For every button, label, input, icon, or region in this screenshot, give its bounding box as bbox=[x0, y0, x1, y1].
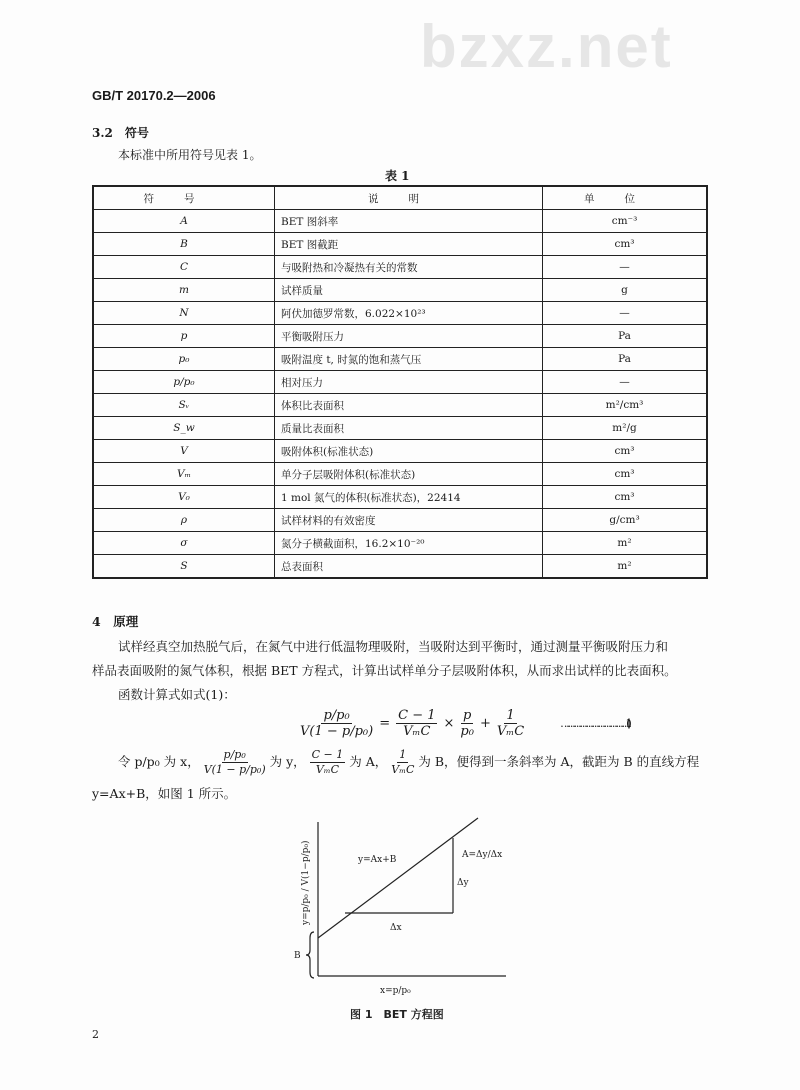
equation-number: ……………………………(1) bbox=[560, 717, 627, 730]
symbol-cell: V₀ bbox=[93, 486, 275, 509]
t: 为 A， bbox=[349, 754, 388, 769]
symbol-cell: C bbox=[93, 256, 275, 279]
intercept-label: B bbox=[294, 951, 301, 961]
f: + bbox=[479, 716, 491, 731]
unit-cell: — bbox=[543, 256, 708, 279]
watermark: bzxz.net bbox=[420, 13, 673, 80]
intro-text: 本标准中所用符号见表 1。 bbox=[118, 148, 262, 162]
description-cell: 阿伏加德罗常数，6.022×10²³ bbox=[275, 302, 543, 325]
unit-cell: cm³ bbox=[543, 463, 708, 486]
symbol-cell: A bbox=[93, 210, 275, 233]
standard-id: GB/T 20170.2—2006 bbox=[92, 88, 216, 103]
description-cell: 相对压力 bbox=[275, 371, 543, 394]
symbol-cell: B bbox=[93, 233, 275, 256]
col-header: 单位 bbox=[543, 186, 708, 210]
f: VₘC bbox=[403, 724, 431, 739]
table-caption: 表 1 bbox=[385, 169, 410, 183]
description-cell: 试样质量 bbox=[275, 279, 543, 302]
t: 令 p/p₀ 为 x， bbox=[118, 754, 200, 769]
symbol-cell: p bbox=[93, 325, 275, 348]
text-line: 函数计算式如式(1)： bbox=[118, 687, 236, 702]
description-cell: 试样材料的有效密度 bbox=[275, 509, 543, 532]
dy-label: Δy bbox=[457, 878, 469, 888]
unit-cell: — bbox=[543, 371, 708, 394]
unit-cell: cm³ bbox=[543, 486, 708, 509]
f: p bbox=[463, 708, 472, 723]
intercept-brace bbox=[306, 932, 314, 978]
unit-cell: cm³ bbox=[543, 233, 708, 256]
section-heading: 4 原理 bbox=[92, 614, 139, 629]
bet-line bbox=[318, 818, 478, 938]
slope-label: A=Δy/Δx bbox=[462, 850, 503, 860]
description-cell: 体积比表面积 bbox=[275, 394, 543, 417]
t: 为 B，便得到一条斜率为 A，截距为 B 的直线方程 bbox=[418, 754, 700, 769]
description-cell: 与吸附热和冷凝热有关的常数 bbox=[275, 256, 543, 279]
unit-cell: m² bbox=[543, 532, 708, 555]
description-cell: 总表面积 bbox=[275, 555, 543, 579]
description-cell: BET 图截距 bbox=[275, 233, 543, 256]
f: p/p₀ bbox=[223, 748, 246, 761]
symbol-cell: N bbox=[93, 302, 275, 325]
f: p/p₀ bbox=[323, 708, 350, 723]
symbol-cell: p₀ bbox=[93, 348, 275, 371]
unit-cell: g bbox=[543, 279, 708, 302]
line-label: y=Ax+B bbox=[358, 855, 397, 865]
symbol-cell: Sᵥ bbox=[93, 394, 275, 417]
symbol-cell: p/p₀ bbox=[93, 371, 275, 394]
unit-cell: Pa bbox=[543, 325, 708, 348]
f: × bbox=[443, 716, 455, 731]
unit-cell: m²/cm³ bbox=[543, 394, 708, 417]
symbol-cell: S_w bbox=[93, 417, 275, 440]
symbol-cell: V bbox=[93, 440, 275, 463]
unit-cell: — bbox=[543, 302, 708, 325]
figure-caption: 图 1 BET 方程图 bbox=[350, 1008, 444, 1021]
x-axis-label: x=p/p₀ bbox=[380, 986, 411, 996]
f: 1 bbox=[506, 708, 515, 723]
f: C − 1 bbox=[398, 708, 436, 723]
f: p₀ bbox=[460, 724, 474, 739]
symbol-cell: ρ bbox=[93, 509, 275, 532]
text-line: 样品表面吸附的氮气体积，根据 BET 方程式，计算出试样单分子层吸附体积，从而求出试样的比表面积。 bbox=[92, 663, 677, 678]
symbol-cell: S bbox=[93, 555, 275, 579]
description-cell: 1 mol 氮气的体积(标准状态)，22414 bbox=[275, 486, 543, 509]
description-cell: BET 图斜率 bbox=[275, 210, 543, 233]
symbol-cell: σ bbox=[93, 532, 275, 555]
f: 1 bbox=[399, 748, 407, 761]
t: 为 y， bbox=[269, 754, 306, 769]
y-axis-label: y=p/p₀ / V(1−p/p₀) bbox=[301, 840, 311, 925]
unit-cell: cm³ bbox=[543, 440, 708, 463]
f: VₘC bbox=[391, 763, 415, 776]
f: = bbox=[379, 716, 391, 731]
text-line: y=Ax+B，如图 1 所示。 bbox=[92, 786, 237, 801]
f: VₘC bbox=[315, 763, 339, 776]
unit-cell: m² bbox=[543, 555, 708, 579]
unit-cell: Pa bbox=[543, 348, 708, 371]
dx-label: Δx bbox=[390, 923, 402, 933]
unit-cell: g/cm³ bbox=[543, 509, 708, 532]
description-cell: 氮分子横截面积，16.2×10⁻²⁰ bbox=[275, 532, 543, 555]
col-header: 说明 bbox=[275, 186, 543, 210]
description-cell: 吸附温度 t, 时氮的饱和蒸气压 bbox=[275, 348, 543, 371]
section-heading: 3.2 符号 bbox=[92, 126, 149, 140]
description-cell: 吸附体积(标准状态) bbox=[275, 440, 543, 463]
unit-cell: m²/g bbox=[543, 417, 708, 440]
f: VₘC bbox=[496, 724, 525, 739]
f: V(1 − p/p₀) bbox=[300, 724, 374, 739]
description-cell: 质量比表面积 bbox=[275, 417, 543, 440]
col-header: 符号 bbox=[93, 186, 275, 210]
f: V(1 − p/p₀) bbox=[203, 763, 266, 776]
symbol-cell: Vₘ bbox=[93, 463, 275, 486]
symbol-cell: m bbox=[93, 279, 275, 302]
page-number: 2 bbox=[92, 1028, 99, 1041]
text-line: 试样经真空加热脱气后，在氮气中进行低温物理吸附，当吸附达到平衡时，通过测量平衡吸附压力和 bbox=[118, 639, 669, 654]
description-cell: 平衡吸附压力 bbox=[275, 325, 543, 348]
description-cell: 单分子层吸附体积(标准状态) bbox=[275, 463, 543, 486]
unit-cell: cm⁻³ bbox=[543, 210, 708, 233]
f: C − 1 bbox=[311, 748, 344, 761]
